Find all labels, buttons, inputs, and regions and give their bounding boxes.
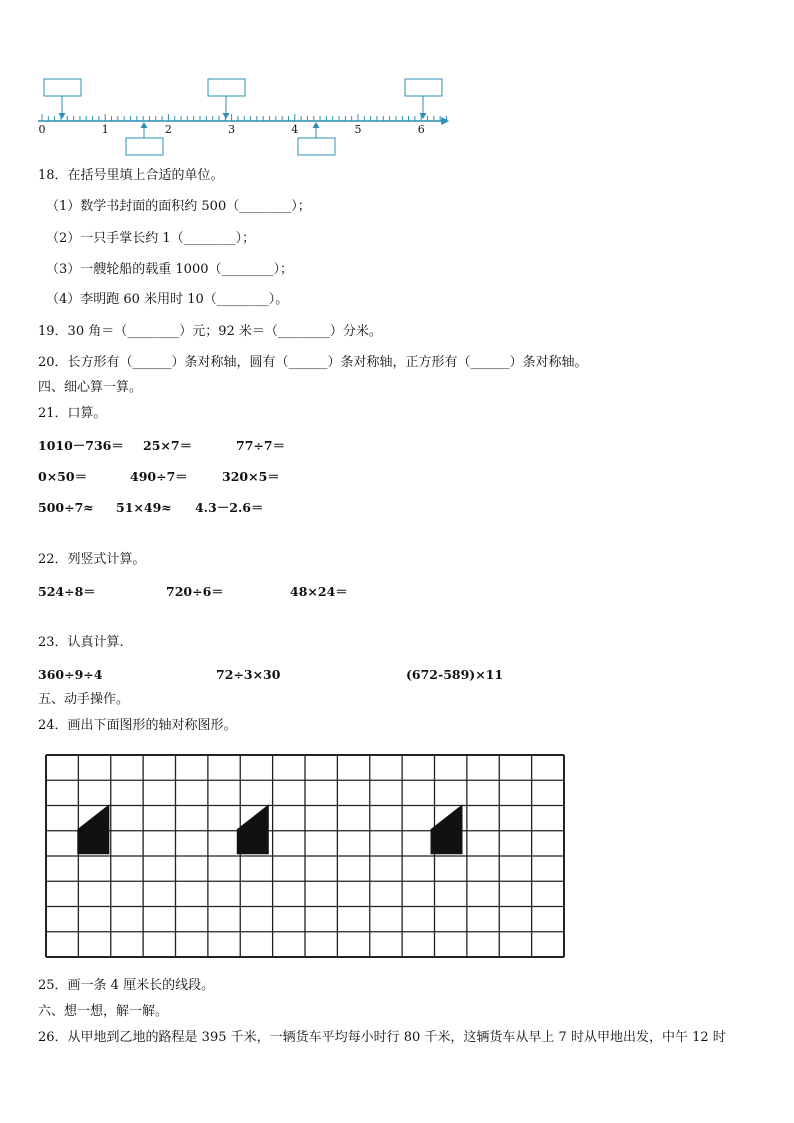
half-shape-2: [237, 804, 269, 854]
q21-expr: 4.3－2.6＝: [195, 500, 264, 515]
tick-label: 5: [354, 123, 362, 136]
tick-label: 3: [228, 123, 236, 136]
arrow-down-icon: [420, 113, 427, 119]
q23-expr: (672-589)×11: [406, 667, 504, 682]
q23-expr: 72÷3×30: [216, 667, 281, 682]
tick-label: 0: [38, 123, 46, 136]
half-shape-1: [77, 804, 109, 854]
q18-item-3: （3）一艘轮船的载重 1000（________）；: [46, 262, 293, 277]
q18-title: 18．在括号里填上合适的单位。: [38, 168, 224, 183]
q18-item-2: （2）一只手掌长约 1（________）；: [46, 231, 256, 246]
q26: 26．从甲地到乙地的路程是 395 千米，一辆货车平均每小时行 80 千米，这辆货车从早上 7 时从甲地出发，中午 12 时: [38, 1030, 726, 1045]
arrow-up-icon: [313, 122, 320, 128]
q22-expr: 48×24＝: [290, 584, 348, 599]
q20: 20．长方形有（______）条对称轴，圆有（______）条对称轴，正方形有（______）条对称轴。: [38, 355, 588, 370]
q19: 19．30 角＝（________）元；92 米＝（________）分米。: [38, 324, 382, 339]
arrow-down-icon: [59, 113, 66, 119]
tick-label: 4: [291, 123, 299, 136]
q21-expr: 51×49≈: [116, 500, 172, 515]
q24-title: 24．画出下面图形的轴对称图形。: [38, 718, 237, 733]
q25: 25．画一条 4 厘米长的线段。: [38, 978, 215, 993]
answer-box[interactable]: [208, 79, 245, 96]
q22-expr: 720÷6＝: [166, 584, 224, 599]
section-5-heading: 五、动手操作。: [38, 692, 130, 707]
answer-box[interactable]: [298, 138, 335, 155]
q18-item-1: （1）数学书封面的面积约 500（________）；: [46, 199, 311, 214]
q21-expr: 0×50＝: [38, 469, 88, 484]
answer-box[interactable]: [44, 79, 81, 96]
answer-box[interactable]: [405, 79, 442, 96]
answer-box[interactable]: [126, 138, 163, 155]
q21-expr: 490÷7＝: [130, 469, 188, 484]
q21-expr: 320×5＝: [222, 469, 280, 484]
q21-expr: 1010－736＝: [38, 438, 124, 453]
tick-label: 1: [101, 123, 109, 136]
half-shape-3: [431, 804, 463, 854]
tick-label: 2: [164, 123, 172, 136]
section-6-heading: 六、想一想，解一解。: [38, 1004, 169, 1019]
arrow-down-icon: [223, 113, 230, 119]
q23-expr: 360÷9÷4: [38, 667, 103, 682]
q23-title: 23．认真计算.: [38, 635, 124, 650]
q22-title: 22．列竖式计算。: [38, 552, 146, 567]
q21-expr: 77÷7＝: [236, 438, 286, 453]
q18-item-4: （4）李明跑 60 米用时 10（________）。: [46, 292, 289, 307]
q21-expr: 25×7＝: [143, 438, 193, 453]
section-4-heading: 四、细心算一算。: [38, 380, 143, 395]
arrow-up-icon: [141, 122, 148, 128]
tick-label: 6: [417, 123, 425, 136]
symmetry-grid: [44, 753, 566, 959]
q21-expr: 500÷7≈: [38, 500, 94, 515]
q22-expr: 524÷8＝: [38, 584, 96, 599]
number-line: [30, 72, 460, 162]
axis-arrow-icon: [441, 117, 449, 125]
q21-title: 21．口算。: [38, 406, 107, 421]
